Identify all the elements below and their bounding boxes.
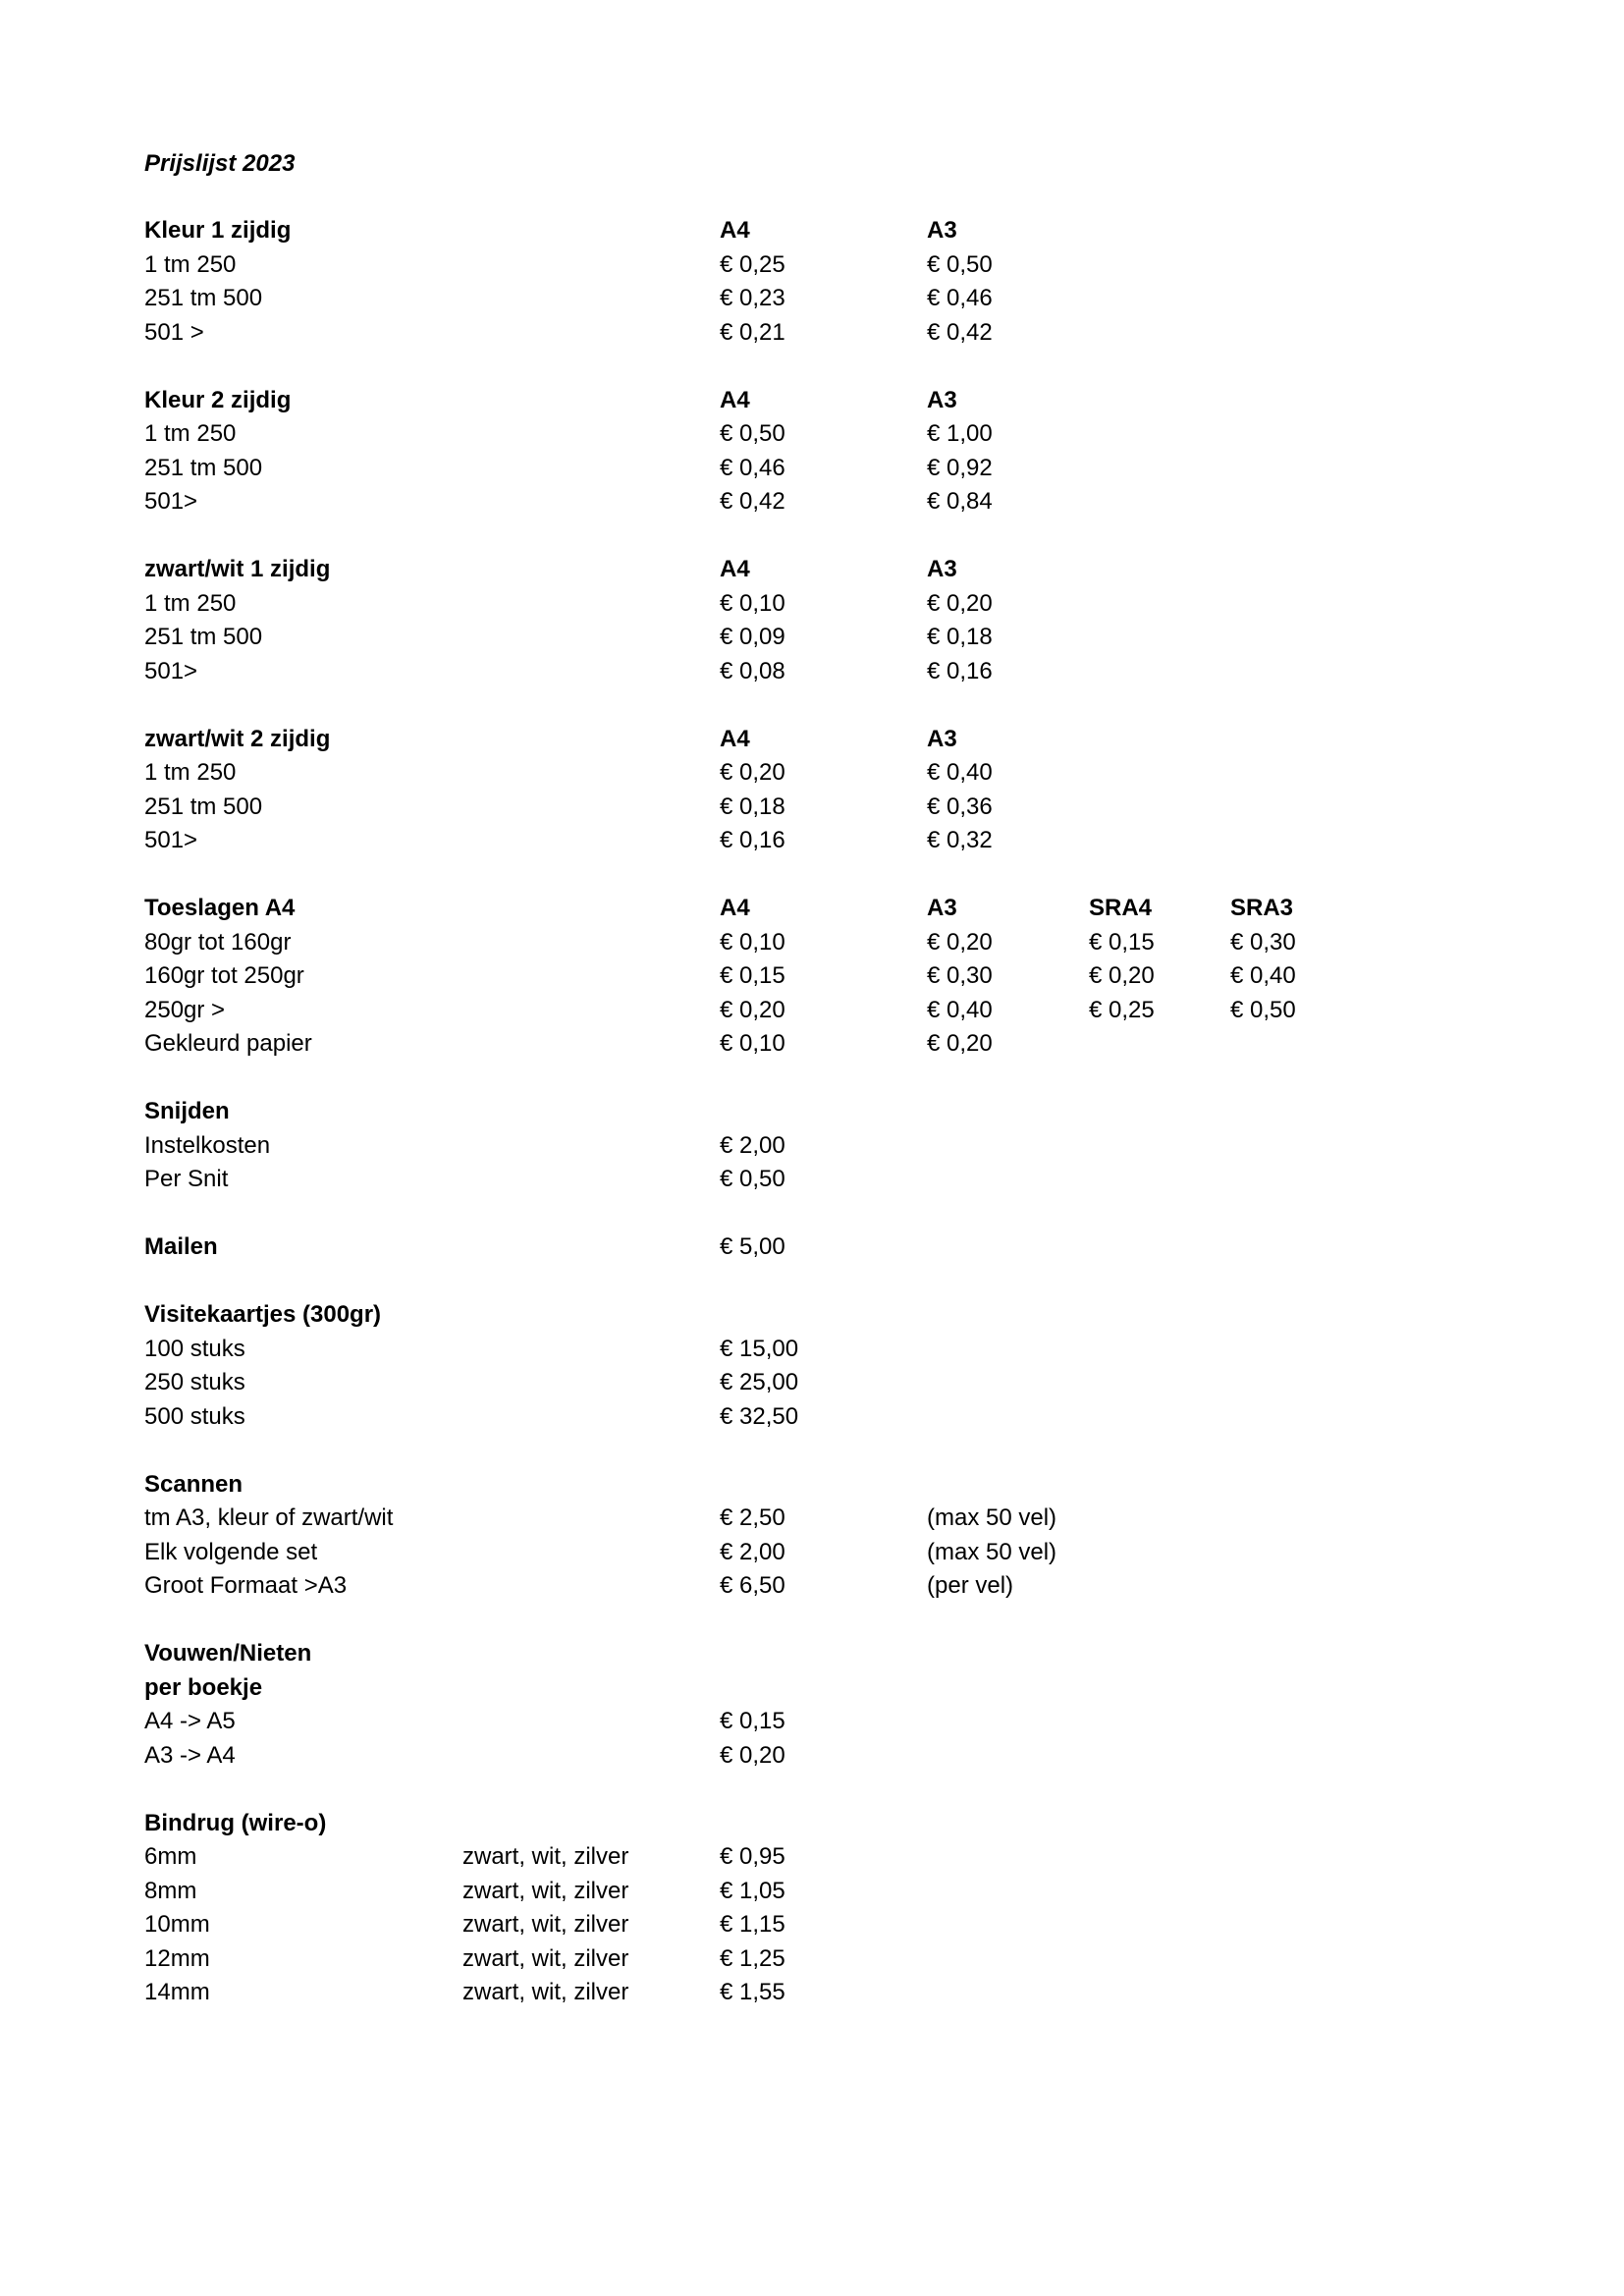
column-header: SRA3	[1230, 895, 1294, 921]
section-title: Vouwen/Nieten	[144, 1640, 312, 1667]
price-row	[144, 1705, 1519, 1739]
item-label: 251 tm 500	[144, 793, 263, 820]
price-a4: € 0,10	[720, 928, 785, 956]
section-title: Visitekaartjes (300gr)	[144, 1301, 382, 1328]
price-sra3: € 0,30	[1230, 928, 1296, 956]
price-row	[144, 655, 1519, 689]
item-label: 80gr tot 160gr	[144, 928, 292, 956]
section-heading-row	[144, 1637, 1519, 1671]
item-label: 501 >	[144, 318, 204, 346]
section-heading-row	[144, 1298, 1519, 1333]
price-a3: € 0,40	[927, 759, 993, 786]
section-title: zwart/wit 2 zijdig	[144, 725, 331, 752]
price-a4: € 0,50	[720, 420, 785, 447]
price-section	[144, 1095, 1519, 1197]
price-section	[144, 1230, 1519, 1265]
price-row	[144, 1027, 1519, 1062]
item-label: 1 tm 250	[144, 759, 237, 786]
section-title: Kleur 1 zijdig	[144, 217, 292, 244]
price-a3: € 0,42	[927, 318, 993, 346]
item-label: Instelkosten	[144, 1131, 271, 1159]
price-a4: € 0,95	[720, 1843, 785, 1870]
column-header: A3	[927, 386, 957, 413]
section-heading-row	[144, 1095, 1519, 1129]
price-a4: € 0,46	[720, 454, 785, 481]
price-row	[144, 1129, 1519, 1164]
price-a3: € 1,00	[927, 420, 993, 447]
price-row	[144, 824, 1519, 858]
section-heading-row	[144, 892, 1519, 926]
price-section	[144, 1298, 1519, 1434]
item-label: A3 -> A4	[144, 1741, 236, 1769]
price-a3: (per vel)	[927, 1572, 1014, 1599]
price-a4: € 1,05	[720, 1877, 785, 1904]
price-a3: € 0,20	[927, 589, 993, 617]
price-row	[144, 1400, 1519, 1435]
item-label: 14mm	[144, 1979, 210, 2005]
price-row	[144, 756, 1519, 791]
price-row	[144, 1942, 1519, 1977]
price-section	[144, 892, 1519, 1062]
section-heading-row	[144, 384, 1519, 418]
section-title: Kleur 2 zijdig	[144, 386, 292, 413]
item-label: 1 tm 250	[144, 250, 237, 278]
price-row	[144, 621, 1519, 655]
section-heading-row	[144, 214, 1519, 248]
price-section	[144, 384, 1519, 519]
item-detail: zwart, wit, zilver	[462, 1979, 629, 2005]
price-sra3: € 0,40	[1230, 962, 1296, 989]
price-a3: € 0,50	[927, 250, 993, 278]
item-label: 501>	[144, 657, 198, 684]
item-label: 501>	[144, 827, 198, 853]
column-header: A3	[927, 556, 957, 582]
price-row	[144, 316, 1519, 351]
item-label: 160gr tot 250gr	[144, 962, 304, 989]
price-a4: € 0,21	[720, 318, 785, 346]
section-heading-row	[144, 553, 1519, 587]
price-a3: € 0,16	[927, 657, 993, 684]
price-sra4: € 0,20	[1089, 962, 1155, 989]
price-row	[144, 587, 1519, 622]
price-section	[144, 1807, 1519, 2010]
price-row	[144, 1739, 1519, 1774]
price-row	[144, 282, 1519, 316]
item-label: tm A3, kleur of zwart/wit	[144, 1504, 394, 1531]
section-title: Snijden	[144, 1098, 230, 1124]
item-label: 10mm	[144, 1911, 210, 1938]
section-title: Bindrug (wire-o)	[144, 1809, 327, 1836]
price-a3: € 0,18	[927, 624, 993, 650]
price-sra4: € 0,15	[1089, 928, 1155, 956]
price-section	[144, 1637, 1519, 1773]
price-a4: € 2,50	[720, 1504, 785, 1531]
price-row	[144, 1502, 1519, 1536]
column-header: A4	[720, 895, 750, 921]
section-heading-row	[144, 1468, 1519, 1503]
item-label: 8mm	[144, 1877, 197, 1904]
column-header: A3	[927, 725, 957, 752]
item-label: 250gr >	[144, 996, 226, 1023]
price-a4: € 2,00	[720, 1131, 785, 1159]
price-row	[144, 485, 1519, 519]
column-header: A4	[720, 725, 750, 752]
price-a3: € 0,46	[927, 285, 993, 311]
price-a4: € 0,10	[720, 589, 785, 617]
item-label: 251 tm 500	[144, 285, 263, 311]
price-a3: € 0,92	[927, 454, 993, 481]
price-row	[144, 1366, 1519, 1400]
price-a4: € 15,00	[720, 1335, 799, 1362]
item-detail: zwart, wit, zilver	[462, 1843, 629, 1870]
price-a4: € 0,18	[720, 793, 785, 820]
item-label: Per Snit	[144, 1166, 229, 1192]
item-label: 100 stuks	[144, 1335, 245, 1362]
item-label: 251 tm 500	[144, 624, 263, 650]
price-sra3: € 0,50	[1230, 996, 1296, 1023]
price-a3: € 0,36	[927, 793, 993, 820]
item-label: 251 tm 500	[144, 454, 263, 481]
item-label: 1 tm 250	[144, 420, 237, 447]
price-a4: € 32,50	[720, 1402, 799, 1430]
item-label: 250 stuks	[144, 1369, 245, 1395]
price-a4: € 0,15	[720, 962, 785, 989]
section-heading-row	[144, 723, 1519, 757]
price-section	[144, 1468, 1519, 1604]
column-header: SRA4	[1089, 895, 1153, 921]
price-a4: € 5,00	[720, 1233, 785, 1260]
price-a4: € 0,15	[720, 1708, 785, 1734]
price-a3: (max 50 vel)	[927, 1504, 1057, 1531]
price-a3: € 0,84	[927, 488, 993, 515]
section-heading-row	[144, 1230, 1519, 1265]
item-label: Elk volgende set	[144, 1538, 318, 1565]
price-a3: € 0,20	[927, 928, 993, 956]
price-section	[144, 214, 1519, 350]
page-title: Prijslijst 2023	[144, 150, 296, 177]
price-section	[144, 553, 1519, 688]
item-detail: zwart, wit, zilver	[462, 1911, 629, 1938]
price-a4: € 0,16	[720, 827, 785, 853]
item-label: 1 tm 250	[144, 589, 237, 617]
price-a4: € 0,42	[720, 488, 785, 515]
price-a4: € 0,23	[720, 285, 785, 311]
section-title: per boekje	[144, 1673, 263, 1701]
column-header: A4	[720, 556, 750, 582]
price-a4: € 25,00	[720, 1369, 799, 1395]
price-row	[144, 248, 1519, 283]
price-a4: € 0,09	[720, 624, 785, 650]
item-label: Gekleurd papier	[144, 1030, 312, 1057]
price-a3: € 0,40	[927, 996, 993, 1023]
price-row	[144, 791, 1519, 825]
column-header: A4	[720, 386, 750, 413]
price-a4: € 0,08	[720, 657, 785, 684]
column-header: A3	[927, 217, 957, 244]
price-row	[144, 1163, 1519, 1197]
price-row	[144, 1333, 1519, 1367]
price-row	[144, 1976, 1519, 2010]
price-row	[144, 994, 1519, 1028]
item-detail: zwart, wit, zilver	[462, 1944, 629, 1972]
price-row	[144, 452, 1519, 486]
item-label: A4 -> A5	[144, 1708, 236, 1734]
price-a4: € 6,50	[720, 1572, 785, 1599]
price-a4: € 0,50	[720, 1166, 785, 1192]
price-a3: € 0,32	[927, 827, 993, 853]
price-sections	[144, 214, 1519, 2044]
price-a3: € 0,20	[927, 1030, 993, 1057]
section-title: Toeslagen A4	[144, 895, 296, 921]
column-header: A3	[927, 895, 957, 921]
price-row	[144, 926, 1519, 960]
price-a4: € 0,20	[720, 996, 785, 1023]
price-a3: (max 50 vel)	[927, 1538, 1057, 1565]
price-row	[144, 1569, 1519, 1604]
price-a4: € 1,55	[720, 1979, 785, 2005]
price-row	[144, 1875, 1519, 1909]
section-title: zwart/wit 1 zijdig	[144, 556, 331, 582]
price-a4: € 1,15	[720, 1911, 785, 1938]
section-heading-row	[144, 1807, 1519, 1841]
column-header: A4	[720, 217, 750, 244]
price-a4: € 0,20	[720, 759, 785, 786]
item-label: 6mm	[144, 1843, 197, 1870]
price-row	[144, 1536, 1519, 1570]
price-a4: € 0,25	[720, 250, 785, 278]
section-title: Mailen	[144, 1233, 218, 1260]
price-sra4: € 0,25	[1089, 996, 1155, 1023]
price-row	[144, 959, 1519, 994]
section-title: Scannen	[144, 1470, 244, 1498]
item-label: 500 stuks	[144, 1402, 245, 1430]
price-row	[144, 417, 1519, 452]
item-label: 501>	[144, 488, 198, 515]
price-a4: € 1,25	[720, 1944, 785, 1972]
price-row	[144, 1840, 1519, 1875]
price-a4: € 2,00	[720, 1538, 785, 1565]
price-row	[144, 1908, 1519, 1942]
price-section	[144, 723, 1519, 858]
price-a4: € 0,20	[720, 1741, 785, 1769]
price-a3: € 0,30	[927, 962, 993, 989]
section-heading-row	[144, 1671, 1519, 1706]
item-detail: zwart, wit, zilver	[462, 1877, 629, 1904]
price-a4: € 0,10	[720, 1030, 785, 1057]
item-label: Groot Formaat >A3	[144, 1572, 348, 1599]
item-label: 12mm	[144, 1944, 210, 1972]
